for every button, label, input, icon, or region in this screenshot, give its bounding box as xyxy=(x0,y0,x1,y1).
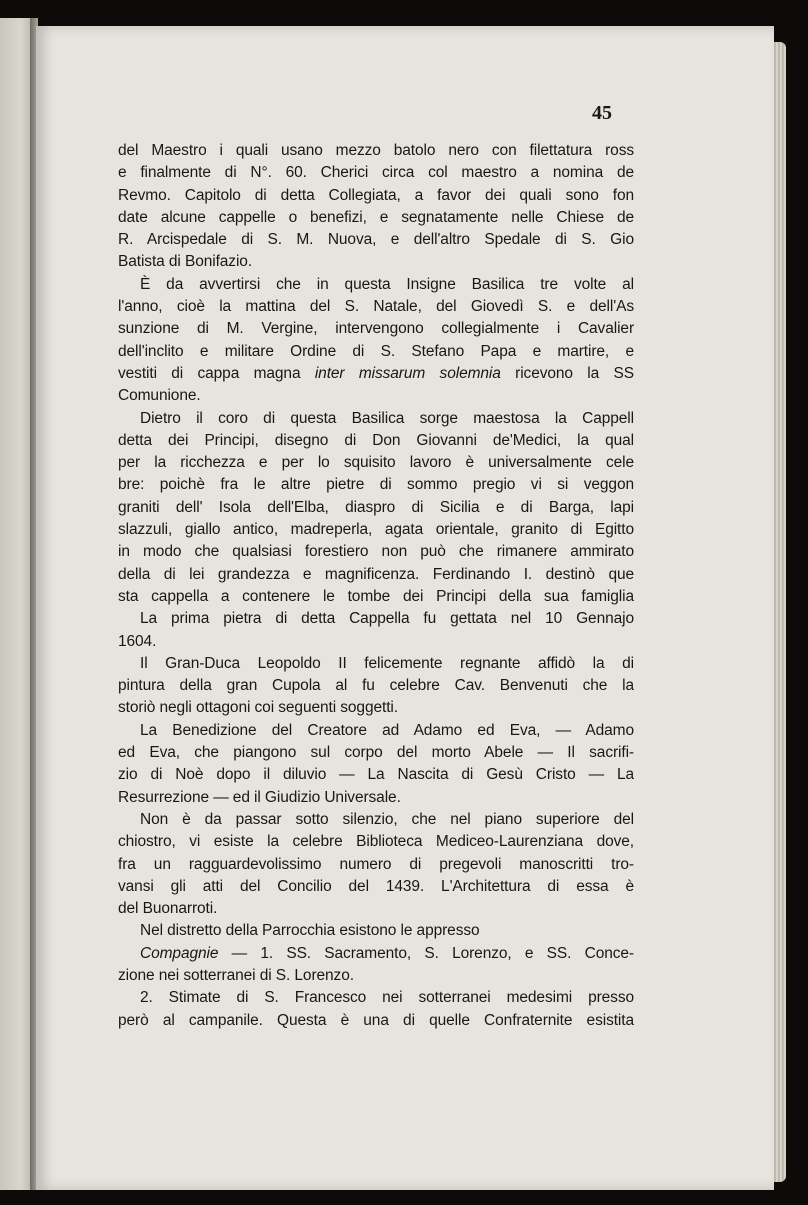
line-text: La prima pietra di detta Cappella fu gettata nel 10 Gennajo xyxy=(140,610,634,628)
line-text: 1604. xyxy=(118,632,157,650)
text-line xyxy=(118,296,634,318)
text-line xyxy=(118,787,634,809)
line-text: slazzuli, giallo antico, madreperla, agata orientale, granito di Egitto xyxy=(118,521,634,539)
text-line xyxy=(118,274,634,296)
text-line xyxy=(118,965,634,987)
text-line xyxy=(118,675,634,697)
line-text: per la ricchezza e per lo squisito lavoro è universalmente cele xyxy=(118,454,634,472)
text-line xyxy=(118,564,634,586)
line-text: bre: poichè fra le altre pietre di sommo pregio vi si veggon xyxy=(118,476,634,494)
text-line xyxy=(118,831,634,853)
line-text: ed Eva, che piangono sul corpo del morto Abele — Il sacrifi- xyxy=(118,744,634,762)
text-line xyxy=(118,229,634,251)
text-line xyxy=(118,854,634,876)
text-line xyxy=(118,876,634,898)
line-text: Non è da passar sotto silenzio, che nel piano superiore del xyxy=(140,810,634,828)
left-page-edge xyxy=(0,18,34,1190)
italic-text: Compagnie xyxy=(140,944,219,962)
text-line xyxy=(118,318,634,340)
line-text: della di lei grandezza e magnificenza. Ferdinando I. destinò que xyxy=(118,565,634,583)
line-text: È da avvertirsi che in questa Insigne Basilica tre volte al xyxy=(140,275,634,293)
text-line xyxy=(118,408,634,430)
text-line xyxy=(118,207,634,229)
page-body-text xyxy=(118,140,634,1032)
line-text: graniti dell' Isola dell'Elba, diaspro di Sicilia e di Barga, lapi xyxy=(118,498,634,516)
page-number: 45 xyxy=(592,102,612,124)
text-line xyxy=(118,162,634,184)
line-text: sta cappella a contenere le tombe dei Principi della sua famiglia xyxy=(118,587,634,605)
line-text: Nel distretto della Parrocchia esistono le appresso xyxy=(140,922,480,940)
line-text: date alcune cappelle o benefizi, e segnatamente nelle Chiese de xyxy=(118,208,634,226)
text-line xyxy=(118,341,634,363)
line-text: Il Gran-Duca Leopoldo II felicemente regnante affidò la di xyxy=(140,654,634,672)
line-text: La Benedizione del Creatore ad Adamo ed Eva, — Adamo xyxy=(140,721,634,739)
line-text: del Maestro i quali usano mezzo batolo nero con filettatura ross xyxy=(118,142,634,159)
line-text: chiostro, vi esiste la celebre Biblioteca Mediceo-Laurenziana dove, xyxy=(118,833,634,851)
line-text: Revmo. Capitolo di detta Collegiata, a favor dei quali sono fon xyxy=(118,186,634,204)
line-text: vestiti di cappa magna xyxy=(118,364,301,382)
line-text: zione nei sotterranei di S. Lorenzo. xyxy=(118,966,354,984)
text-line xyxy=(118,697,634,719)
text-line xyxy=(118,452,634,474)
text-line xyxy=(118,430,634,452)
line-text: Resurrezione — ed il Giudizio Universale. xyxy=(118,788,401,806)
line-text: Dietro il coro di questa Basilica sorge maestosa la Cappell xyxy=(140,409,634,427)
text-line xyxy=(118,519,634,541)
line-text: e finalmente di N°. 60. Cherici circa col maestro a nomina de xyxy=(118,164,634,182)
line-text: in modo che qualsiasi forestiero non può che rimanere ammirato xyxy=(118,543,634,561)
line-text: R. Arcispedale di S. M. Nuova, e dell'altro Spedale di S. Gio xyxy=(118,231,634,249)
text-line xyxy=(118,586,634,608)
line-text: detta dei Principi, disegno di Don Giovanni de'Medici, la qual xyxy=(118,431,634,449)
text-line xyxy=(118,185,634,207)
text-line xyxy=(118,920,634,942)
line-text: pintura della gran Cupola al fu celebre Cav. Benvenuti che la xyxy=(118,677,634,695)
italic-text: inter missarum solemnia xyxy=(314,364,501,382)
text-line xyxy=(118,631,634,653)
line-text: sunzione di M. Vergine, intervengono collegialmente i Cavalier xyxy=(118,320,634,338)
text-line xyxy=(118,363,634,385)
text-line xyxy=(118,987,634,1009)
text-line xyxy=(118,140,634,162)
text-line xyxy=(118,720,634,742)
line-text: — 1. SS. Sacramento, S. Lorenzo, e SS. Conce- xyxy=(231,944,634,962)
text-line xyxy=(118,742,634,764)
line-text: fra un ragguardevolissimo numero di pregevoli manoscritti tro- xyxy=(118,855,634,873)
text-line xyxy=(118,541,634,563)
line-text: ricevono la SS xyxy=(515,364,634,382)
line-text: del Buonarroti. xyxy=(118,900,218,918)
text-line xyxy=(118,251,634,273)
text-line xyxy=(118,474,634,496)
text-line xyxy=(118,385,634,407)
text-line xyxy=(118,898,634,920)
text-line xyxy=(118,809,634,831)
line-text: 2. Stimate di S. Francesco nei sotterranei medesimi presso xyxy=(140,989,634,1007)
text-line xyxy=(118,497,634,519)
line-text: storiò negli ottagoni coi seguenti soggetti. xyxy=(118,699,398,717)
line-text: zio di Noè dopo il diluvio — La Nascita di Gesù Cristo — La xyxy=(118,766,634,784)
text-line xyxy=(118,1010,634,1032)
text-line xyxy=(118,764,634,786)
line-text: però al campanile. Questa è una di quelle Confraternite esistita xyxy=(118,1011,634,1029)
line-text: vansi gli atti del Concilio del 1439. L'Architettura di essa è xyxy=(118,877,634,895)
line-text: l'anno, cioè la mattina del S. Natale, del Giovedì S. e dell'As xyxy=(118,298,634,316)
text-line xyxy=(118,608,634,630)
text-line xyxy=(118,653,634,675)
line-text: dell'inclito e militare Ordine di S. Stefano Papa e martire, e xyxy=(118,342,634,360)
line-text: Comunione. xyxy=(118,387,201,405)
text-line xyxy=(118,943,634,965)
line-text: Batista di Bonifazio. xyxy=(118,253,253,271)
